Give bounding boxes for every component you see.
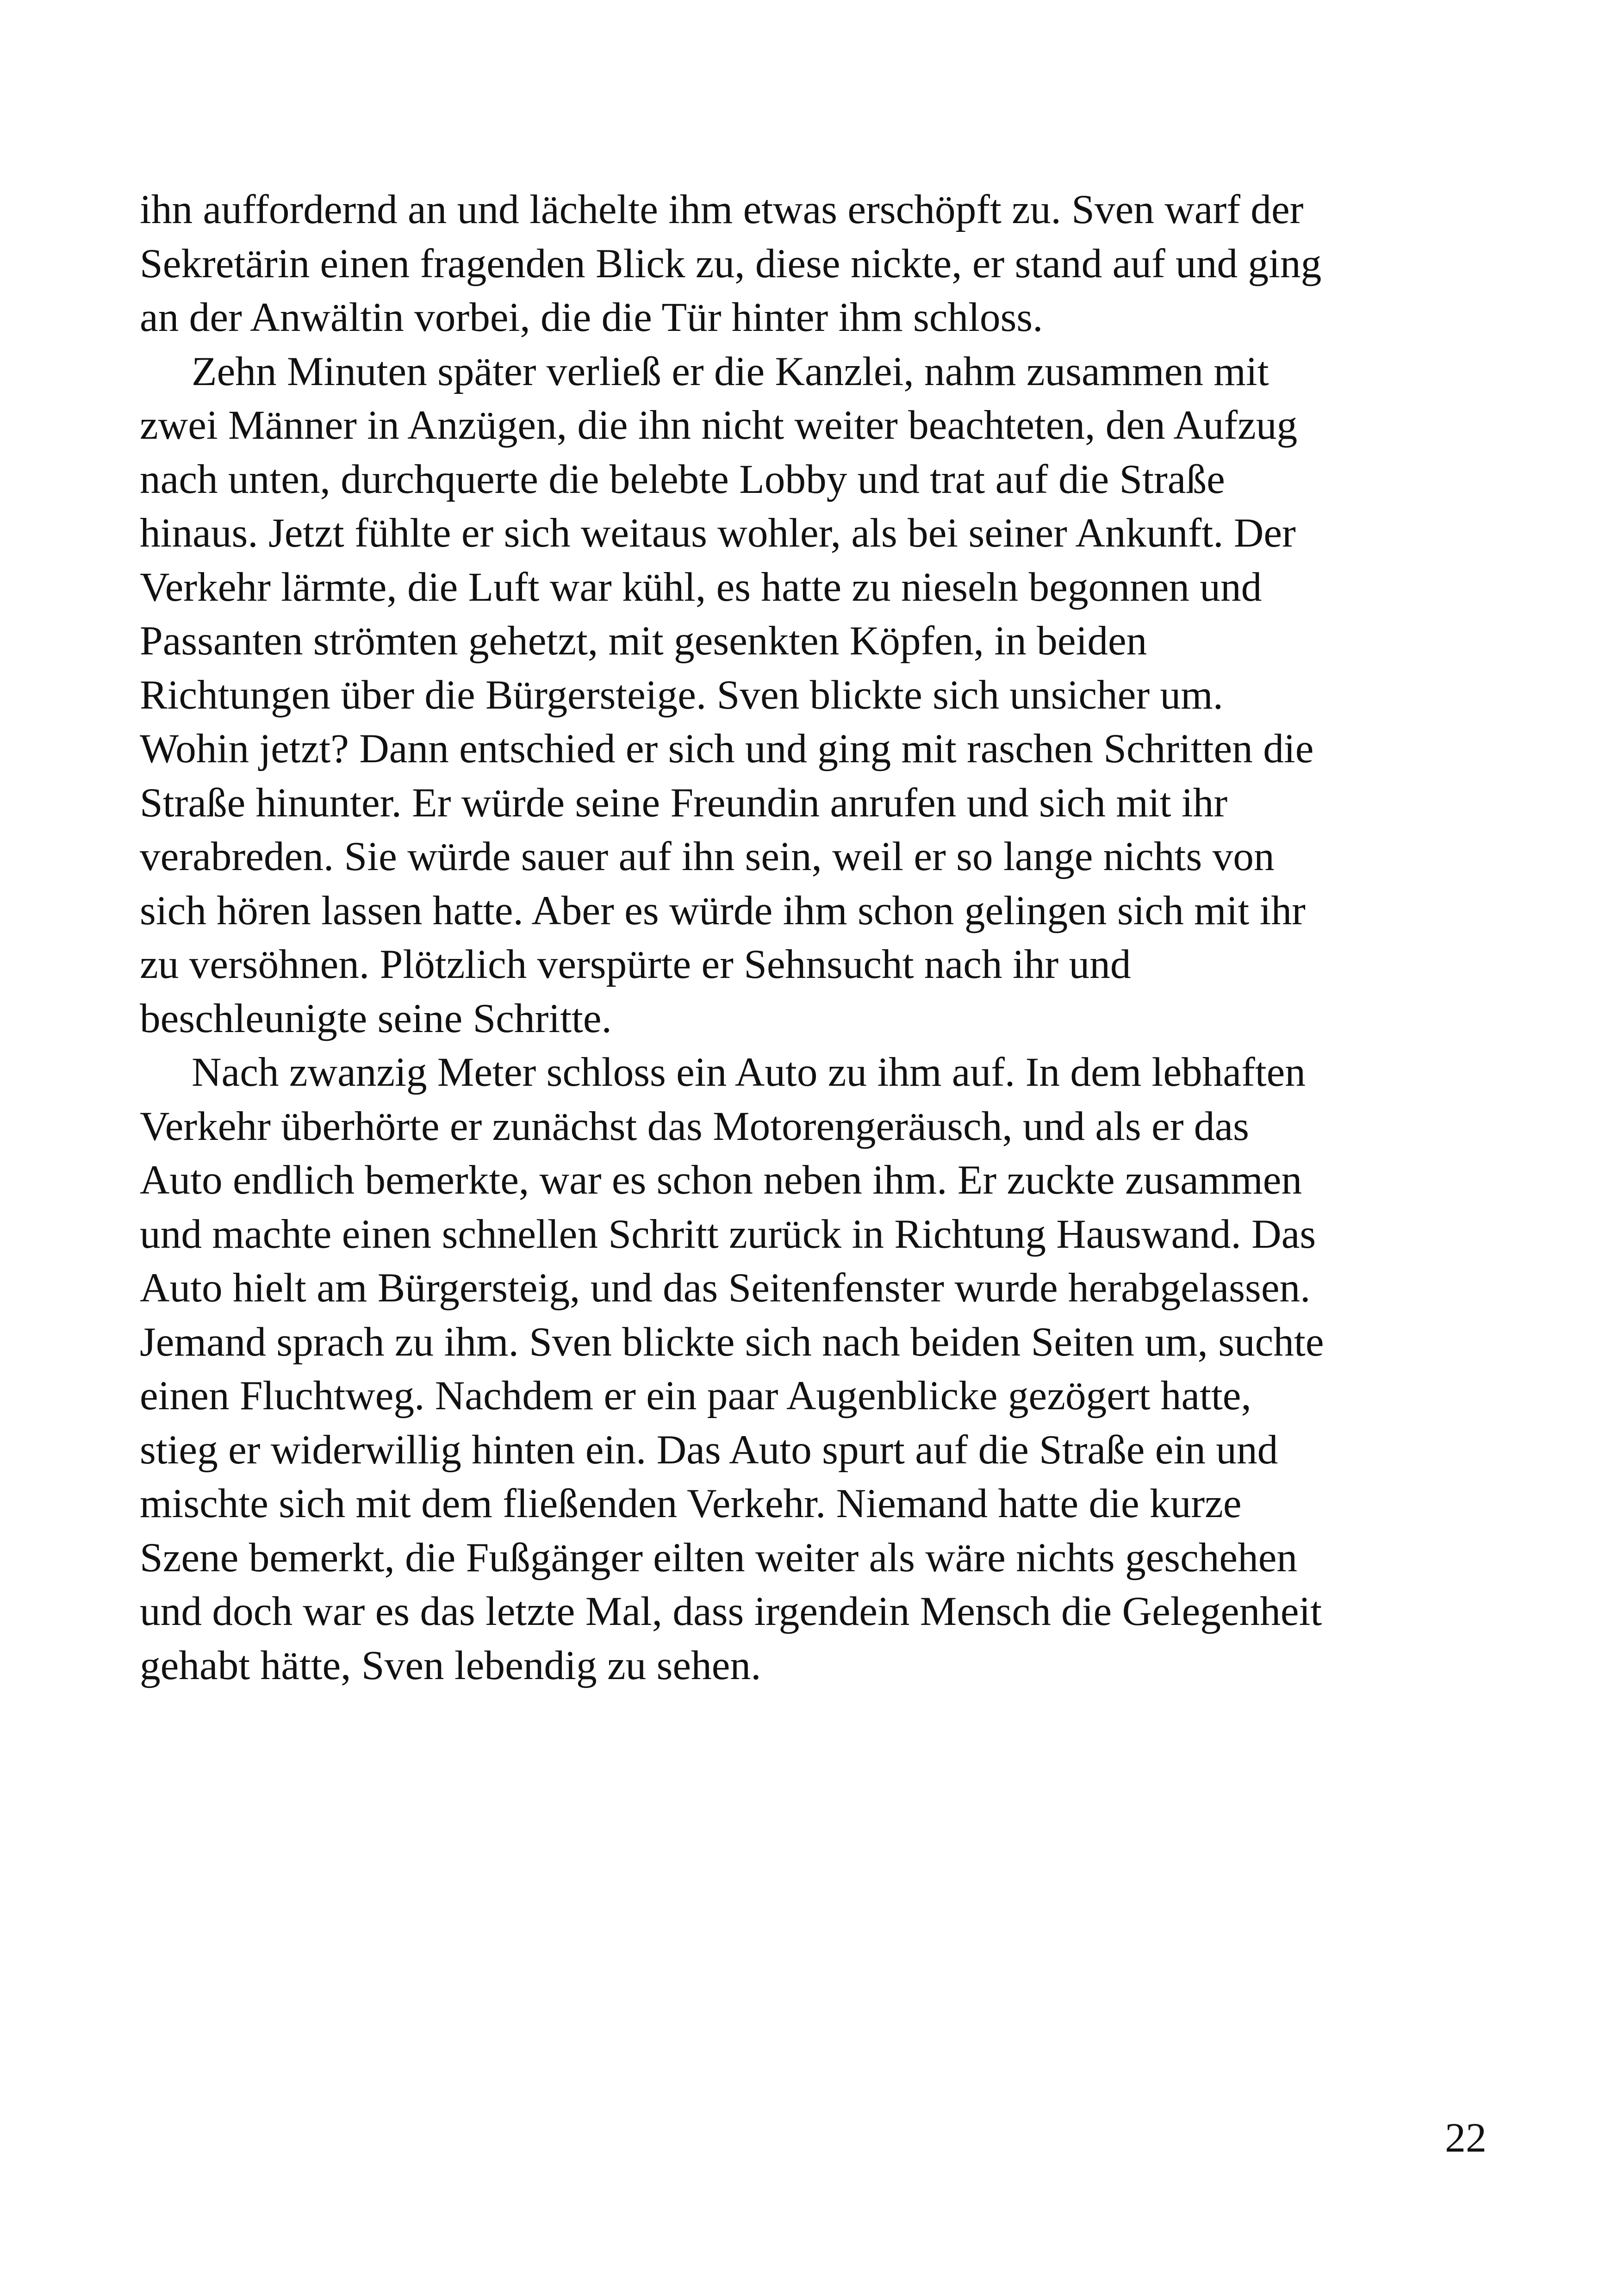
text-line: Passanten strömten gehetzt, mit gesenkten Köpfen, in beiden: [140, 618, 1147, 664]
text-line: Szene bemerkt, die Fußgänger eilten weiter als wäre nichts geschehen: [140, 1534, 1298, 1580]
text-line: zu versöhnen. Plötzlich verspürte er Sehnsucht nach ihr und: [140, 941, 1131, 987]
text-line: zwei Männer in Anzügen, die ihn nicht weiter beachteten, den Aufzug: [140, 402, 1298, 448]
text-line: Auto hielt am Bürgersteig, und das Seitenfenster wurde herabgelassen.: [140, 1265, 1311, 1311]
text-line: an der Anwältin vorbei, die die Tür hinter ihm schloss.: [140, 294, 1043, 340]
text-line: verabreden. Sie würde sauer auf ihn sein, weil er so lange nichts von: [140, 834, 1275, 879]
text-line: und doch war es das letzte Mal, dass irgendein Mensch die Gelegenheit: [140, 1588, 1322, 1634]
text-line: Wohin jetzt? Dann entschied er sich und ging mit raschen Schritten die: [140, 726, 1314, 772]
text-line: Zehn Minuten später verließ er die Kanzlei, nahm zusammen mit: [192, 348, 1269, 394]
text-line: Auto endlich bemerkte, war es schon neben ihm. Er zuckte zusammen: [140, 1157, 1302, 1203]
page-number: 22: [1445, 2115, 1487, 2161]
text-line: nach unten, durchquerte die belebte Lobby und trat auf die Straße: [140, 456, 1225, 502]
text-line: sich hören lassen hatte. Aber es würde ihm schon gelingen sich mit ihr: [140, 887, 1306, 933]
text-line: Richtungen über die Bürgersteige. Sven blickte sich unsicher um.: [140, 672, 1224, 718]
text-line: Verkehr lärmte, die Luft war kühl, es hatte zu nieseln begonnen und: [140, 564, 1262, 610]
text-line: Straße hinunter. Er würde seine Freundin anrufen und sich mit ihr: [140, 779, 1228, 826]
text-line: hinaus. Jetzt fühlte er sich weitaus wohler, als bei seiner Ankunft. Der: [140, 510, 1296, 556]
text-line: ihn auffordernd an und lächelte ihm etwas erschöpft zu. Sven warf der: [140, 187, 1304, 232]
text-line: gehabt hätte, Sven lebendig zu sehen.: [140, 1642, 761, 1688]
text-line: Sekretärin einen fragenden Blick zu, diese nickte, er stand auf und ging: [140, 240, 1322, 286]
text-line: Nach zwanzig Meter schloss ein Auto zu ihm auf. In dem lebhaften: [192, 1049, 1306, 1095]
text-line: einen Fluchtweg. Nachdem er ein paar Augenblicke gezögert hatte,: [140, 1373, 1251, 1419]
text-line: Jemand sprach zu ihm. Sven blickte sich nach beiden Seiten um, suchte: [140, 1319, 1324, 1365]
text-line: beschleunigte seine Schritte.: [140, 995, 612, 1041]
text-line: mischte sich mit dem fließenden Verkehr. Niemand hatte die kurze: [140, 1481, 1242, 1526]
body-text: [140, 183, 1482, 1692]
text-line: stieg er widerwillig hinten ein. Das Auto spurt auf die Straße ein und: [140, 1426, 1278, 1473]
text-line: und machte einen schnellen Schritt zurück in Richtung Hauswand. Das: [140, 1211, 1316, 1257]
text-line: Verkehr überhörte er zunächst das Motorengeräusch, und als er das: [140, 1103, 1249, 1149]
